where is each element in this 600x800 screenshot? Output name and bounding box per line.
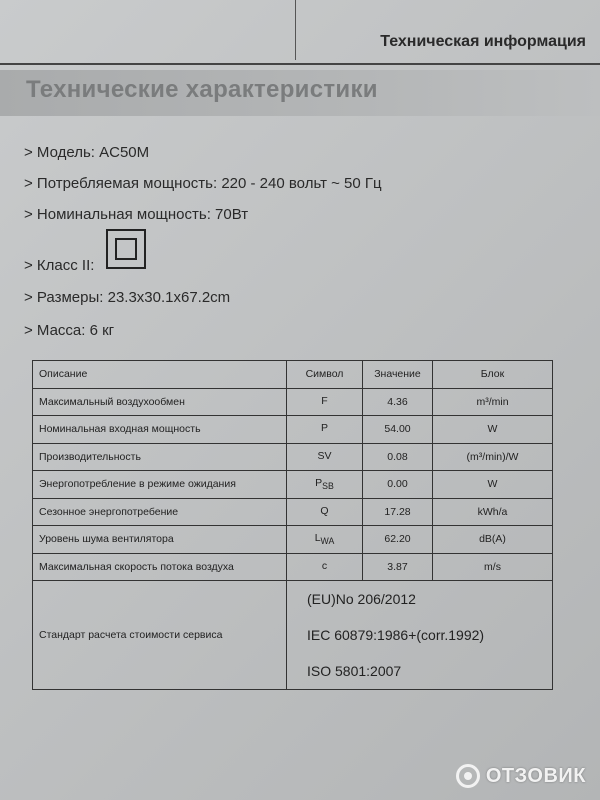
row-unit: (m³/min)/W bbox=[433, 443, 553, 471]
standard-iso: ISO 5801:2007 bbox=[307, 663, 402, 679]
row-symbol: Q bbox=[287, 498, 363, 526]
table-row bbox=[33, 416, 553, 444]
row-symbol: $P_{SB}$ bbox=[287, 471, 363, 499]
spec-power-supply: > Потребляемая мощность: 220 - 240 вольт ~ 50 Гц bbox=[24, 175, 382, 192]
table-row bbox=[33, 526, 553, 554]
table-row bbox=[33, 388, 553, 416]
double-square-class-ii-icon bbox=[106, 229, 146, 269]
header-value: Значение bbox=[363, 361, 433, 389]
table-header-row bbox=[33, 361, 553, 389]
row-description: Номинальная входная мощность bbox=[33, 416, 287, 444]
specifications-table bbox=[32, 360, 553, 690]
otzovik-watermark bbox=[456, 764, 586, 788]
standards-label: Стандарт расчета стоимости сервиса bbox=[33, 581, 287, 690]
table-row bbox=[33, 553, 553, 581]
row-symbol: SV bbox=[287, 443, 363, 471]
row-value: 0.00 bbox=[363, 471, 433, 499]
standard-eu: (EU)No 206/2012 bbox=[307, 591, 416, 607]
row-description: Сезонное энергопотребение bbox=[33, 498, 287, 526]
row-value: 4.36 bbox=[363, 388, 433, 416]
row-unit: W bbox=[433, 471, 553, 499]
standard-iec: IEC 60879:1986+(corr.1992) bbox=[307, 627, 485, 643]
standards-list bbox=[287, 581, 553, 690]
header-description: Описание bbox=[33, 361, 287, 389]
row-symbol: $L_{WA}$ bbox=[287, 526, 363, 554]
table-row bbox=[33, 498, 553, 526]
row-unit: m³/min bbox=[433, 388, 553, 416]
row-description: Производительность bbox=[33, 443, 287, 471]
row-unit: dB(A) bbox=[433, 526, 553, 554]
spec-dimensions: > Размеры: 23.3x30.1x67.2cm bbox=[24, 289, 231, 306]
row-description: Максимальный воздухообмен bbox=[33, 388, 287, 416]
watermark-text: ОТЗОВИК bbox=[485, 764, 586, 787]
row-description: Энергопотребление в режиме ожидания bbox=[33, 471, 287, 499]
row-value: 54.00 bbox=[363, 416, 433, 444]
otzovik-logo-icon bbox=[456, 764, 480, 788]
row-symbol: F bbox=[287, 388, 363, 416]
spec-rated-power: > Номинальная мощность: 70Вт bbox=[24, 206, 249, 223]
spec-weight: > Масса: 6 кг bbox=[24, 322, 115, 339]
header-symbol: Символ bbox=[287, 361, 363, 389]
section-title: Техническая информация bbox=[380, 33, 586, 50]
header-divider-horizontal bbox=[0, 63, 600, 65]
row-value: 3.87 bbox=[363, 553, 433, 581]
row-value: 17.28 bbox=[363, 498, 433, 526]
row-symbol: c bbox=[287, 553, 363, 581]
row-description: Максимальная скорость потока воздуха bbox=[33, 553, 287, 581]
table-row bbox=[33, 443, 553, 471]
page-heading: Технические характеристики bbox=[26, 76, 378, 103]
row-unit: W bbox=[433, 416, 553, 444]
row-value: 62.20 bbox=[363, 526, 433, 554]
row-value: 0.08 bbox=[363, 443, 433, 471]
row-symbol: P bbox=[287, 416, 363, 444]
row-unit: m/s bbox=[433, 553, 553, 581]
header-unit: Блок bbox=[433, 361, 553, 389]
table-row bbox=[33, 471, 553, 499]
row-unit: kWh/a bbox=[433, 498, 553, 526]
row-description: Уровень шума вентилятора bbox=[33, 526, 287, 554]
standards-row bbox=[33, 581, 553, 690]
spec-model: > Модель: AC50M bbox=[24, 144, 150, 161]
spec-class: > Класс II: bbox=[24, 257, 95, 274]
header-divider-vertical bbox=[295, 0, 296, 60]
